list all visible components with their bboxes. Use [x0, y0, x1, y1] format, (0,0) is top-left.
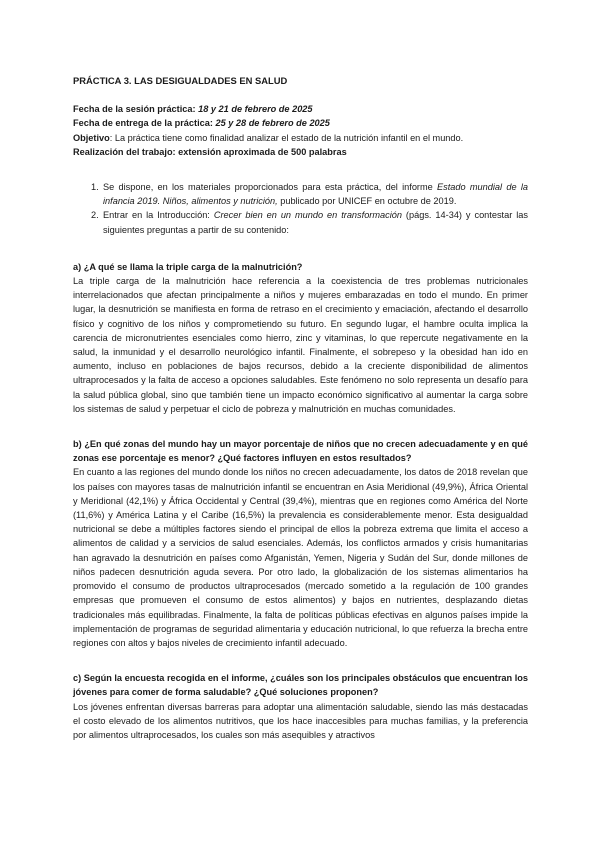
list-item-text: Se dispone, en los materiales proporcionados para esta práctica, del informe — [103, 182, 438, 193]
list-item-number: 2. — [91, 210, 99, 221]
list-item-italic: Crecer bien en un mundo en transformación — [213, 210, 402, 221]
list-item — [73, 208, 528, 236]
work-extension-line: Realización del trabajo: extensión aproximada de 500 palabras — [73, 146, 347, 157]
session-date-label: Fecha de la sesión práctica: — [73, 104, 196, 115]
list-item-italic: Estado mundial de la infancia 2019. Niños, alimentos y nutrición, — [103, 182, 528, 207]
objective-label: Objetivo — [73, 132, 110, 143]
document-title: PRÁCTICA 3. LAS DESIGUALDADES EN SALUD — [73, 75, 288, 86]
list-item — [73, 180, 528, 208]
question-c: c) Según la encuesta recogida en el informe, ¿cuáles son los principales obstáculos que encuentran los jóvenes para comer de forma saludable? ¿Qué soluciones proponen? — [73, 673, 528, 698]
question-a: a) ¿A qué se llama la triple carga de la malnutrición? — [73, 261, 303, 272]
session-date-value: 18 y 21 de febrero de 2025 — [198, 104, 313, 115]
question-b: b) ¿En qué zonas del mundo hay un mayor porcentaje de niños que no crecen adecuadamente y en qué zonas ese porcentaje es menor? ¿Qué factores influyen en estos resultados? — [73, 439, 528, 464]
document-page — [73, 74, 528, 742]
answer-b: En cuanto a las regiones del mundo donde los niños no crecen adecuadamente, los datos de 2018 revelan que los países con mayores tasas de malnutrición infantil se encuentran en Asia Meridional (49,9%), África Oriental y Meridional (42,1%) y África Occidental y Central (39,4%), mientras que en regiones como América del Norte (11,6%) y América Latina y el Caribe (16,5%) la prevalencia es considerablemente menor. Esta desigualdad nutricional se debe a múltiples factores siendo el principal de ellos la pobreza extrema que limita el acceso a alimentos de calidad y a servicios de salud esenciales. Además, los conflictos armados y crisis humanitarias han agravado la desnutrición en países como Afganistán, Yemen, Nigeria y Sudán del Sur, donde millones de niños padecen desnutrición aguda severa. Por otro lado, la globalización de los sistemas alimentarios ha promovido el consumo de productos ultraprocesados (mercado sometido a la regulación de 100 grandes empresas que promueven el consumo de estos alimentos) y bajos en nutrientes, desplazando dietas tradicionales más equilibradas. Finalmente, la falta de políticas públicas efectivas en algunos países impide la implementación de programas de seguridad alimentaria y educación nutricional, lo que refuerza la brecha entre regiones con altos y bajos niveles de crecimiento infantil adecuado. — [73, 467, 528, 648]
answer-c: Los jóvenes enfrentan diversas barreras para adoptar una alimentación saludable, siendo las más destacadas el costo elevado de los alimentos nutritivos, que los hace inaccesibles para muchas familias, y la preferencia por alimentos ultraprocesados, los cuales son más asequibles y atractivos — [73, 701, 528, 740]
section-b — [73, 437, 528, 650]
objective-text: : La práctica tiene como finalidad analizar el estado de la nutrición infantil en el mundo. — [109, 132, 464, 143]
delivery-date-line — [73, 116, 528, 130]
list-item-text-end: publicado por UNICEF en octubre de 2019. — [277, 196, 457, 207]
section-c — [73, 671, 528, 742]
list-item-number: 1. — [91, 182, 99, 193]
instructions-list — [73, 180, 528, 237]
answer-a: La triple carga de la malnutrición hace referencia a la coexistencia de tres problemas nutricionales interrelacionados que afectan principalmente a niños y mujeres embarazadas en todo el mundo. En primer lugar, la desnutrición se manifiesta en forma de retraso en el crecimiento y emaciación, afectando el desarrollo físico y cognitivo de los niños y comprometiendo su futuro. En segundo lugar, el hambre oculta implica la carencia de micronutrientes esenciales como hierro, zinc y vitaminas, lo que repercute negativamente en la salud, la inmunidad y el desarrollo neurológico infantil. Finalmente, el sobrepeso y la obesidad han ido en aumento, incluso en poblaciones de bajos recursos, debido a la creciente disponibilidad de alimentos ultraprocesados y la falta de acceso a opciones saludables. Este fenómeno no solo representa un desafío para la salud pública global, sino que también tiene un impacto económico significativo al aumentar la carga sobre los sistemas de salud y perpetuar el ciclo de pobreza y malnutrición en muchas comunidades. — [73, 276, 528, 414]
list-item-text: Entrar en la Introducción: — [103, 210, 214, 221]
section-a — [73, 260, 528, 416]
delivery-date-label: Fecha de entrega de la práctica: — [73, 118, 213, 129]
meta-block — [73, 102, 528, 159]
objective-line — [73, 131, 528, 145]
list-item-text-end: (págs. 14-34) y contestar las siguientes preguntas a partir de su contenido: — [103, 210, 528, 235]
session-date-line — [73, 102, 528, 116]
delivery-date-value: 25 y 28 de febrero de 2025 — [215, 118, 330, 129]
